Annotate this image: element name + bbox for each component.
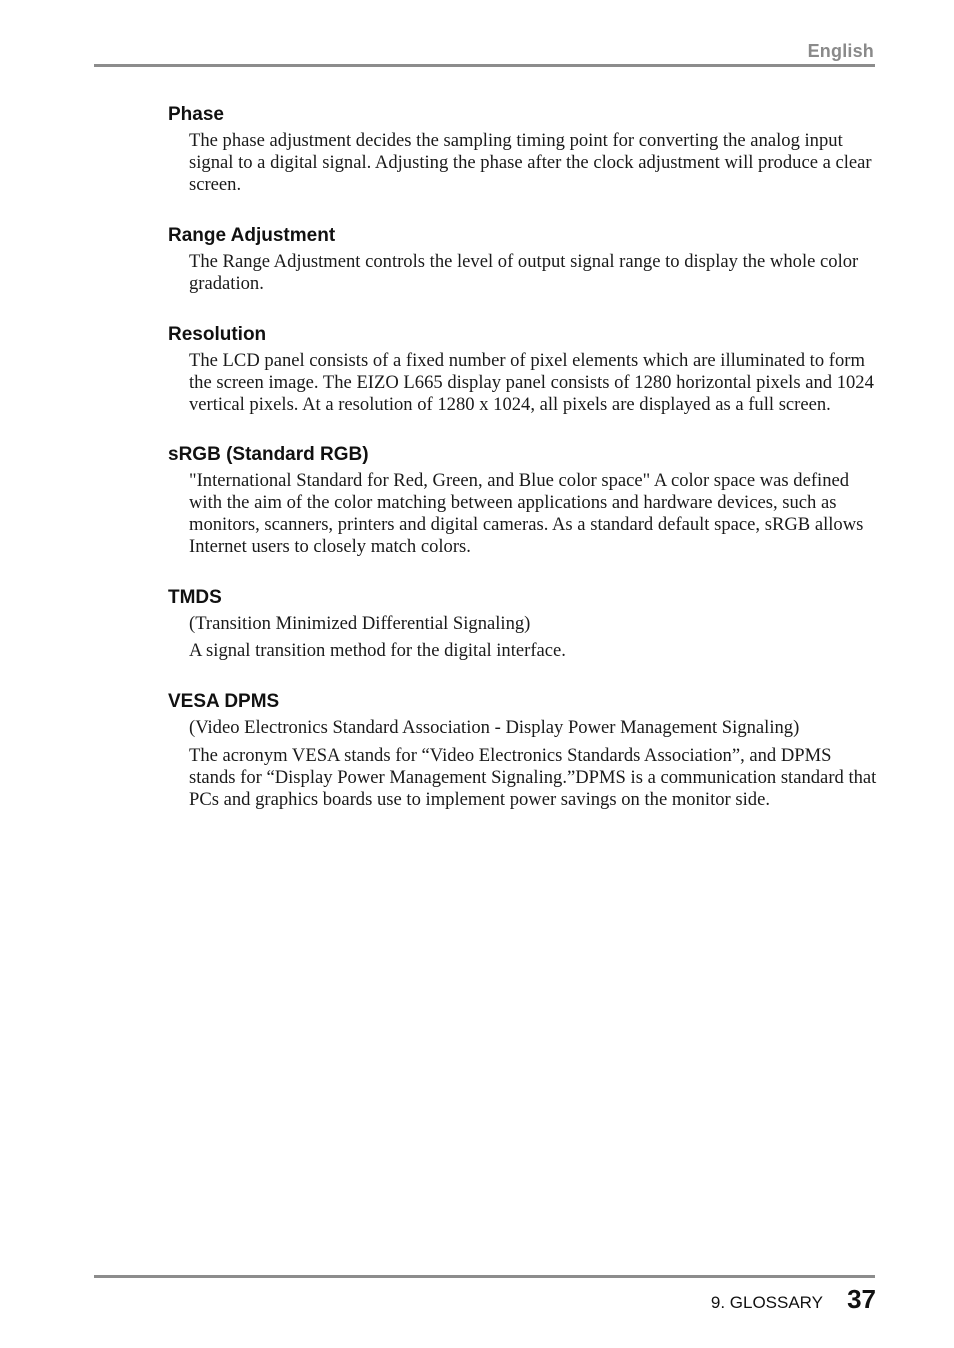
glossary-entry-tmds [168,587,878,663]
glossary-entry-range-adjustment [168,225,878,295]
entry-heading-srgb: sRGB (Standard RGB) [168,444,369,466]
glossary-entry-phase [168,104,878,195]
entry-text-phase: The phase adjustment decides the sampling timing point for converting the analog input signal to a digital signal. Adjusting the phase after the clock adjustment will produce a clear screen. [189,130,872,195]
glossary-entry-srgb [168,444,878,557]
entry-heading-resolution: Resolution [168,323,267,345]
footer-section-title: 9. GLOSSARY [710,1293,823,1312]
header-language-label: English [807,41,874,61]
header-divider [94,64,875,67]
glossary-entry-vesa-dpms [168,691,878,810]
entry-heading-range-adjustment: Range Adjustment [168,225,336,247]
entry-text-tmds: A signal transition method for the digital interface. [189,640,566,662]
entry-expansion-vesa-dpms: (Video Electronics Standard Association - Display Power Management Signaling) [189,717,800,739]
entry-text-range-adjustment: The Range Adjustment controls the level of output signal range to display the whole color gradation. [189,251,859,295]
entry-heading-vesa-dpms: VESA DPMS [168,691,280,713]
footer-divider [94,1275,875,1278]
entry-expansion-tmds: (Transition Minimized Differential Signaling) [189,612,531,634]
glossary-entry-resolution [168,324,878,415]
page-number: 37 [847,1284,876,1314]
entry-heading-phase: Phase [168,104,224,125]
entry-text-vesa-dpms: The acronym VESA stands for “Video Electronics Standards Association”, and DPMS stands for “Display Power Management Signaling.”DPMS is a communication standard that PCs and graphics boards use to implement power savings on the monitor side. [189,744,877,810]
entry-heading-tmds: TMDS [168,586,222,608]
entry-text-srgb: "International Standard for Red, Green, and Blue color space" A color space was defined with the aim of the color matching between applications and hardware devices, such as monitors, scanners, printers and digital cameras. As a standard default space, sRGB allows Internet users to closely match colors. [189,470,864,557]
entry-text-resolution: The LCD panel consists of a fixed number of pixel elements which are illuminated to form the screen image. The EIZO L665 display panel consists of 1280 horizontal pixels and 1024 vertical pixels. At a resolution of 1280 x 1024, all pixels are displayed as a full screen. [189,349,874,415]
glossary-content [168,104,878,810]
